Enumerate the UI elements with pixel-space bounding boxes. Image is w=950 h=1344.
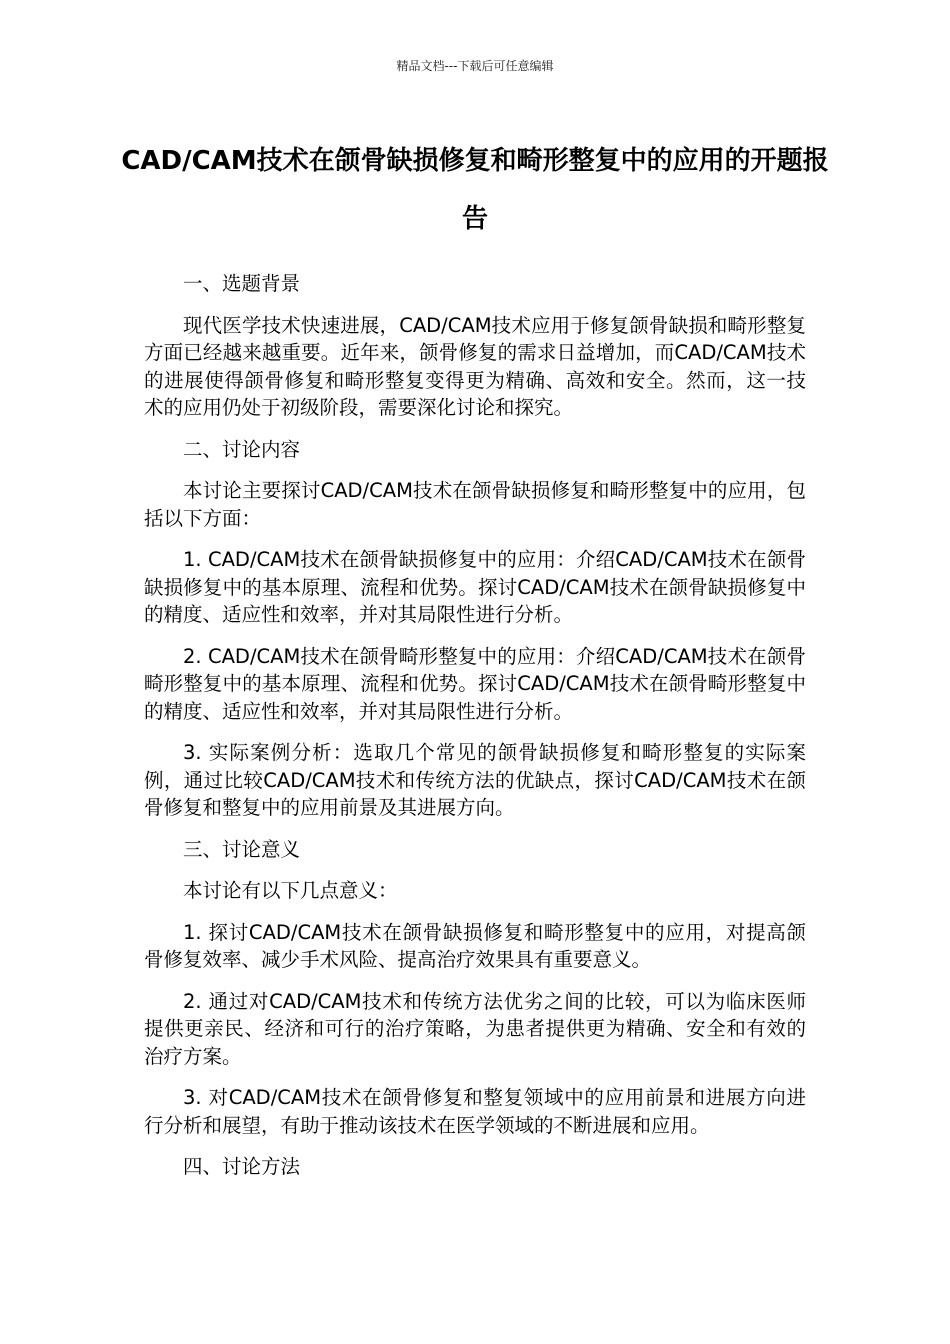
list-item: 3. 对CAD/CAM技术在颌骨修复和整复领域中的应用前景和进展方向进行分析和展望，有助于推动该技术在医学领域的不断进展和应用。 bbox=[144, 1086, 806, 1137]
paragraph: 本讨论主要探讨CAD/CAM技术在颌骨缺损修复和畸形整复中的应用，包括以下方面： bbox=[144, 479, 806, 530]
list-item: 1. 探讨CAD/CAM技术在颌骨缺损修复和畸形整复中的应用，对提高颌骨修复效率、减少手术风险、提高治疗效果具有重要意义。 bbox=[144, 920, 806, 971]
list-item: 2. 通过对CAD/CAM技术和传统方法优劣之间的比较，可以为临床医师提供更亲民、经济和可行的治疗策略，为患者提供更为精确、安全和有效的治疗方案。 bbox=[144, 989, 806, 1068]
list-item: 2. CAD/CAM技术在颌骨畸形整复中的应用：介绍CAD/CAM技术在颌骨畸形整复中的基本原理、流程和优势。探讨CAD/CAM技术在颌骨畸形整复中的精度、适应性和效率，并对其局限性进行分析。 bbox=[144, 644, 806, 723]
paragraph: 本讨论有以下几点意义： bbox=[183, 879, 398, 902]
paragraph: 现代医学技术快速进展，CAD/CAM技术应用于修复颌骨缺损和畸形整复方面已经越来越重要。近年来，颌骨修复的需求日益增加，而CAD/CAM技术的进展使得颌骨修复和畸形整复变得更为精确、高效和安全。然而，这一技术的应用仍处于初级阶段，需要深化讨论和探究。 bbox=[144, 313, 806, 419]
section-heading-background: 一、选题背景 bbox=[183, 272, 301, 295]
section-heading-content: 二、讨论内容 bbox=[183, 437, 301, 461]
header-note: 精品文档---下载后可任意编辑 bbox=[396, 59, 554, 73]
document-title: CAD/CAM技术在颌骨缺损修复和畸形整复中的应用的开题报告 bbox=[121, 146, 829, 234]
list-item: 3. 实际案例分析：选取几个常见的颌骨缺损修复和畸形整复的实际案例，通过比较CAD/CAM技术和传统方法的优缺点，探讨CAD/CAM技术在颌骨修复和整复中的应用前景及其进展方向。 bbox=[144, 741, 806, 819]
list-item: 1. CAD/CAM技术在颌骨缺损修复中的应用：介绍CAD/CAM技术在颌骨缺损修复中的基本原理、流程和优势。探讨CAD/CAM技术在颌骨缺损修复中的精度、适应性和效率，并对其局限性进行分析。 bbox=[144, 548, 806, 626]
section-heading-method: 四、讨论方法 bbox=[183, 1155, 301, 1178]
section-heading-significance: 三、讨论意义 bbox=[183, 837, 301, 861]
document-body bbox=[144, 270, 806, 1195]
